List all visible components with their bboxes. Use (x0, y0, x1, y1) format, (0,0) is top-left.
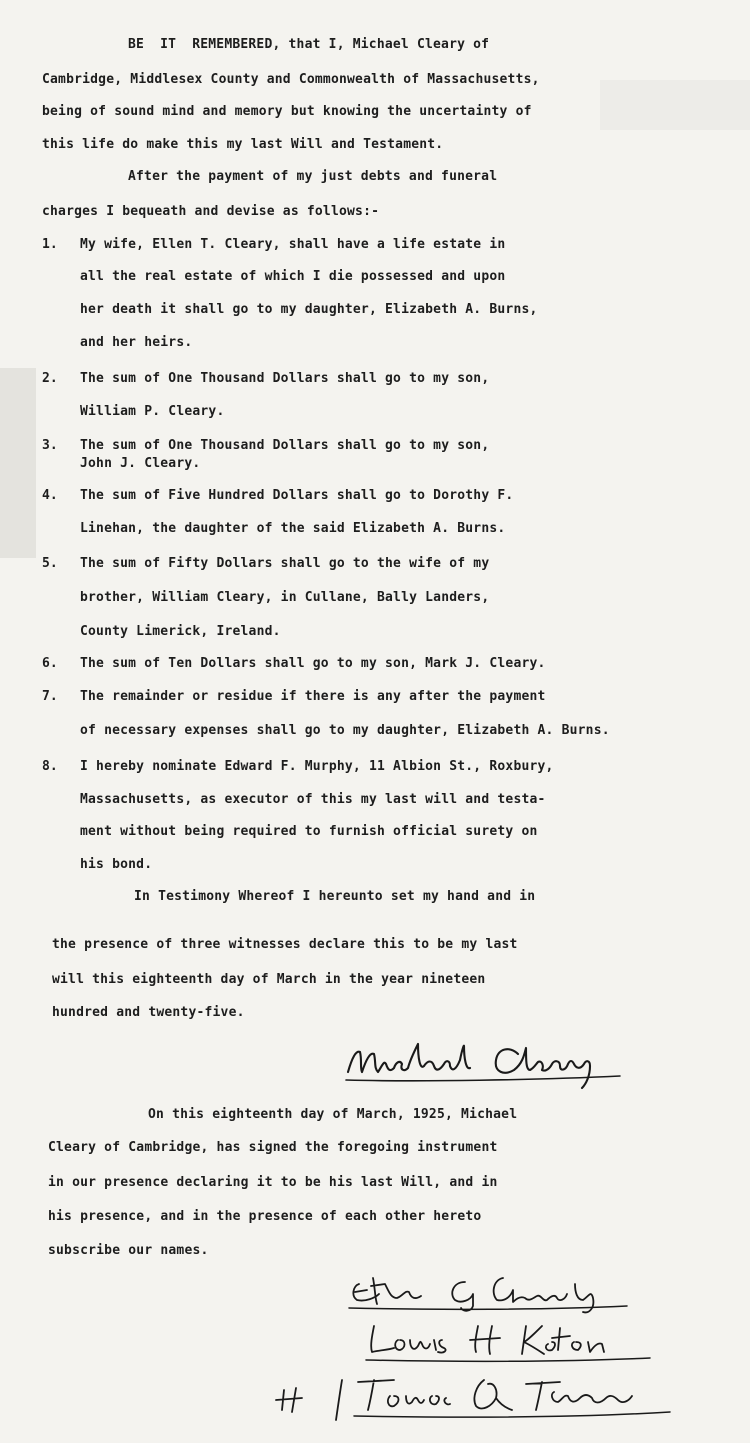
item-number: 5. (42, 556, 58, 571)
item-number: 8. (42, 759, 58, 774)
preamble-line: charges I bequeath and devise as follows:- (42, 204, 380, 219)
testator-signature (338, 1030, 628, 1092)
item-line: My wife, Ellen T. Cleary, shall have a life estate in (80, 237, 506, 252)
item-number: 4. (42, 488, 58, 503)
item-line: brother, William Cleary, in Cullane, Bally Landers, (80, 590, 490, 605)
item-line: all the real estate of which I die possessed and upon (80, 269, 506, 284)
intro-line: this life do make this my last Will and Testament. (42, 137, 444, 152)
item-line: ment without being required to furnish official surety on (80, 824, 538, 839)
preamble-line: After the payment of my just debts and funeral (128, 169, 498, 184)
testimony-line: the presence of three witnesses declare this to be my last (52, 937, 518, 952)
testimony-line: will this eighteenth day of March in the year nineteen (52, 972, 486, 987)
attestation-line: his presence, and in the presence of each other hereto (48, 1209, 482, 1224)
attestation-line: On this eighteenth day of March, 1925, Michael (148, 1107, 518, 1122)
item-line: The sum of Five Hundred Dollars shall go to Dorothy F. (80, 488, 514, 503)
item-line: The sum of Fifty Dollars shall go to the wife of my (80, 556, 490, 571)
item-line: The remainder or residue if there is any after the payment (80, 689, 546, 704)
item-number: 2. (42, 371, 58, 386)
testimony-line: hundred and twenty-five. (52, 1005, 245, 1020)
intro-line: being of sound mind and memory but knowing the uncertainty of (42, 104, 532, 119)
item-line: his bond. (80, 857, 153, 872)
item-line: of necessary expenses shall go to my daughter, Elizabeth A. Burns. (80, 723, 610, 738)
item-line: John J. Cleary. (80, 456, 201, 471)
intro-line: BE IT REMEMBERED, that I, Michael Cleary of (128, 37, 490, 52)
witness-signature (345, 1268, 635, 1320)
witness-signature (360, 1318, 656, 1368)
testimony-line: In Testimony Whereof I hereunto set my hand and in (134, 889, 536, 904)
scan-smudge (0, 368, 36, 558)
item-number: 7. (42, 689, 58, 704)
item-line: her death it shall go to my daughter, Elizabeth A. Burns, (80, 302, 538, 317)
item-number: 1. (42, 237, 58, 252)
item-line: I hereby nominate Edward F. Murphy, 11 Albion St., Roxbury, (80, 759, 554, 774)
scan-smudge (600, 80, 750, 130)
item-line: William P. Cleary. (80, 404, 225, 419)
witness-mark (270, 1372, 360, 1428)
attestation-line: in our presence declaring it to be his last Will, and in (48, 1175, 498, 1190)
item-number: 3. (42, 438, 58, 453)
item-line: County Limerick, Ireland. (80, 624, 281, 639)
item-line: Linehan, the daughter of the said Elizabeth A. Burns. (80, 521, 506, 536)
attestation-line: subscribe our names. (48, 1243, 209, 1258)
attestation-line: Cleary of Cambridge, has signed the foregoing instrument (48, 1140, 498, 1155)
item-line: Massachusetts, as executor of this my last will and testa- (80, 792, 546, 807)
witness-signature (350, 1370, 680, 1428)
item-line: The sum of Ten Dollars shall go to my son, Mark J. Cleary. (80, 656, 546, 671)
item-line: and her heirs. (80, 335, 193, 350)
item-number: 6. (42, 656, 58, 671)
item-line: The sum of One Thousand Dollars shall go to my son, (80, 371, 490, 386)
intro-line: Cambridge, Middlesex County and Commonwealth of Massachusetts, (42, 72, 540, 87)
item-line: The sum of One Thousand Dollars shall go to my son, (80, 438, 490, 453)
